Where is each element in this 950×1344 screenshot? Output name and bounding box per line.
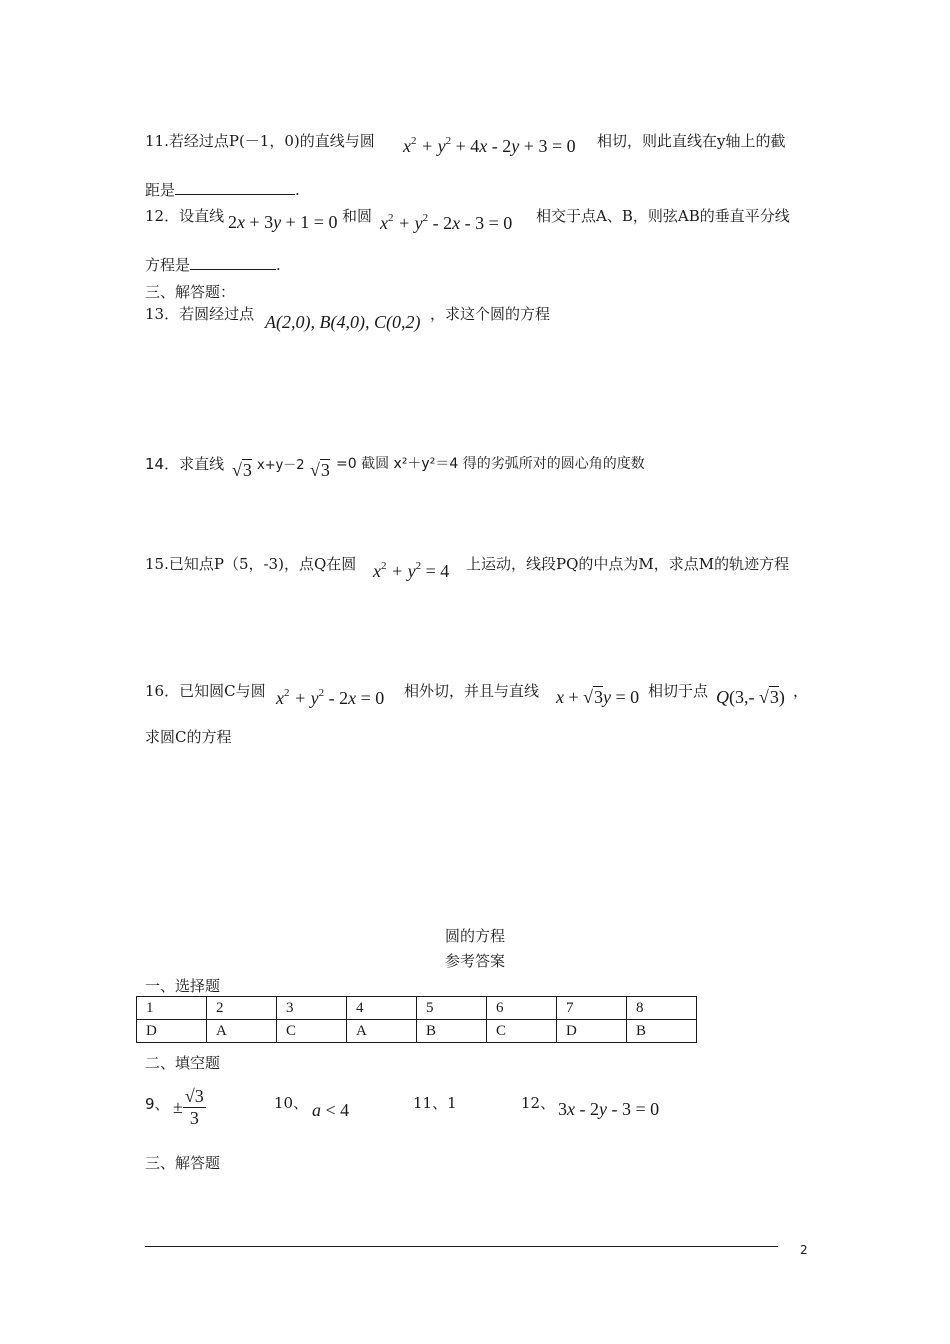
q15-label: 15.已知点P（5，-3)，点Q在圆 [145,555,357,573]
answer-9-value: ± $\frac{√3}{3}$ [173,1086,204,1128]
q15-after: 上运动，线段PQ的中点为M，求点M的轨迹方程 [466,555,790,573]
table-cell: B [627,1020,697,1043]
answer-9-label: 9、 [145,1095,170,1113]
q16-circle-equation: $x^2 + y^2 - 2x = 0$ [276,687,385,708]
answer-10-value: a < 4 [312,1100,350,1120]
table-row [137,1020,697,1043]
q14-part1: x+y－2 [257,458,305,473]
q14-sqrt-1: √3 [232,460,252,480]
table-cell: C [277,1020,347,1043]
answer-12-value: 3x - 2y - 3 = 0 [558,1099,660,1119]
answer-10-label: 10、 [274,1094,309,1112]
answers-section-3: 三、解答题 [145,1154,221,1172]
q13-points: A(2,0), B(4,0), C(0,2) [265,312,421,332]
table-cell: 2 [207,997,277,1020]
table-cell: B [417,1020,487,1043]
table-cell: 5 [417,997,487,1020]
table-cell: 8 [627,997,697,1020]
q11-line2: 距是 . [145,178,300,200]
q13-after: ，求这个圆的方程 [430,305,551,323]
answer-11: 11、1 [413,1094,457,1112]
table-cell: A [347,1020,417,1043]
answers-title: 圆的方程 [445,927,506,945]
q11-after: 相切，则此直线在y轴上的截 [597,132,786,150]
choice-answer-table [136,996,697,1043]
page-number: 2 [800,1243,808,1257]
table-cell: 3 [277,997,347,1020]
section-3-heading: 三、解答题： [145,283,236,301]
q16-mid2: 相切于点 [648,682,709,700]
footer-divider [145,1246,778,1247]
table-cell: D [137,1020,207,1043]
table-cell: 6 [487,997,557,1020]
q14-label: 14．求直线 [145,455,225,473]
table-cell: 4 [347,997,417,1020]
answers-section-2: 二、填空题 [145,1054,221,1072]
q16-label: 16．已知圆C与圆 [145,682,266,700]
q14-sqrt-2: √3 [310,460,330,480]
answer-12-label: 12、 [521,1094,556,1112]
q16-end: ， [793,682,809,700]
table-cell: A [207,1020,277,1043]
table-cell: 7 [557,997,627,1020]
q12-mid: 和圆 [342,207,373,225]
answers-subtitle: 参考答案 [445,952,506,970]
q16-mid: 相外切，并且与直线 [404,682,540,700]
table-cell: C [487,1020,557,1043]
q11-label: 11.若经过点P(－1，0)的直线与圆 [145,132,375,150]
q13-label: 13．若圆经过点 [145,305,255,323]
table-cell: D [557,1020,627,1043]
table-header-row [137,997,697,1020]
q15-equation: $x^2 + y^2 = 4$ [373,560,450,581]
answers-section-1: 一、选择题 [145,977,221,995]
q11-equation: $x^2 + y^2 + 4x - 2y + 3 = 0$ [403,135,576,156]
q16-line-equation: x + √3y = 0 [556,687,640,707]
q16-line2: 求圆C的方程 [145,728,232,746]
q16-point: Q(3,- √3) [716,687,785,707]
q14-part2: =0 截圆 x²＋y²＝4 得的劣弧所对的圆心角的度数 [336,456,645,472]
q12-line-equation: 2x + 3y + 1 = 0 [228,212,338,232]
q12-circle-equation: $x^2 + y^2 - 2x - 3 = 0$ [380,212,513,233]
q12-after: 相交于点A、B，则弦AB的垂直平分线 [536,207,790,225]
q12-line2: 方程是 . [145,253,281,275]
q12-label: 12．设直线 [145,207,225,225]
table-cell: 1 [137,997,207,1020]
